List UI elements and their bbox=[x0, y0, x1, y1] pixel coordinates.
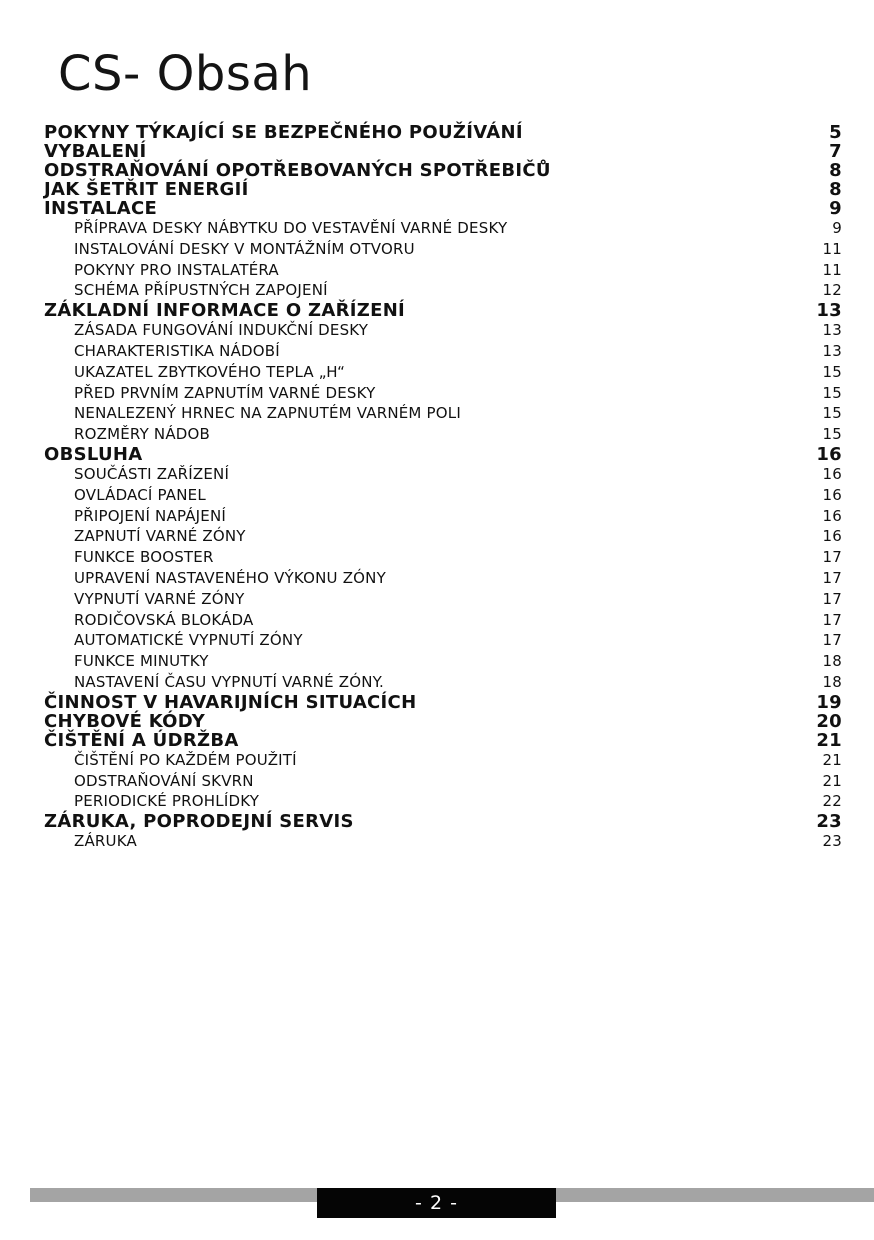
toc-entry-label: INSTALACE bbox=[44, 198, 158, 219]
toc-subentry-label: AUTOMATICKÉ VYPNUTÍ ZÓNY bbox=[74, 631, 303, 650]
toc-subentry-page: 17 bbox=[822, 548, 842, 567]
toc-entry-label: VYBALENÍ bbox=[44, 141, 147, 162]
toc-subentry-page: 15 bbox=[822, 425, 842, 444]
toc-subentry[interactable] bbox=[44, 750, 842, 771]
toc-subentry-label: OVLÁDACÍ PANEL bbox=[74, 485, 206, 504]
toc-subentry[interactable] bbox=[44, 218, 842, 239]
toc-entry-page: 16 bbox=[816, 443, 842, 465]
toc-subentry[interactable] bbox=[44, 672, 842, 693]
toc-subentry[interactable] bbox=[44, 831, 842, 852]
toc-subentry-label: ČIŠTĚNÍ PO KAŽDÉM POUŽITÍ bbox=[74, 750, 297, 769]
toc-subentry-page: 18 bbox=[822, 672, 842, 691]
toc-subentry-page: 18 bbox=[822, 652, 842, 671]
toc-entry-label: ZÁRUKA, POPRODEJNÍ SERVIS bbox=[44, 811, 354, 833]
toc-subentry-label: NENALEZENÝ HRNEC NA ZAPNUTÉM VARNÉM POLI bbox=[74, 404, 461, 423]
toc-subentry-label: ODSTRAŇOVÁNÍ SKVRN bbox=[74, 771, 254, 790]
toc-entry[interactable] bbox=[44, 693, 842, 712]
toc-entry-page: 13 bbox=[816, 300, 842, 322]
toc-subentry[interactable] bbox=[44, 791, 842, 812]
toc-entry-page: 8 bbox=[829, 160, 842, 181]
toc-subentry[interactable] bbox=[44, 320, 842, 341]
toc-subentry[interactable] bbox=[44, 526, 842, 547]
toc-subentry-label: PERIODICKÉ PROHLÍDKY bbox=[74, 792, 260, 811]
toc-subentry[interactable] bbox=[44, 403, 842, 424]
toc-subentry-label: NASTAVENÍ ČASU VYPNUTÍ VARNÉ ZÓNY. bbox=[74, 672, 384, 691]
toc-subentry-page: 16 bbox=[822, 485, 842, 504]
toc-subentry-page: 11 bbox=[822, 239, 842, 258]
toc-subentry[interactable] bbox=[44, 771, 842, 792]
toc-subentry[interactable] bbox=[44, 260, 842, 281]
toc-entry-page: 23 bbox=[816, 811, 842, 833]
toc-subentry[interactable] bbox=[44, 485, 842, 506]
toc-subentry-page: 21 bbox=[822, 750, 842, 769]
toc-entry[interactable] bbox=[44, 142, 842, 161]
toc-subentry-page: 12 bbox=[822, 281, 842, 300]
toc-subentry-label: FUNKCE BOOSTER bbox=[74, 548, 214, 567]
toc-subentry-label: ZÁSADA FUNGOVÁNÍ INDUKČNÍ DESKY bbox=[74, 321, 369, 340]
toc-entry[interactable] bbox=[44, 123, 842, 142]
toc-subentry-label: VYPNUTÍ VARNÉ ZÓNY bbox=[74, 589, 245, 608]
toc-subentry[interactable] bbox=[44, 630, 842, 651]
toc-subentry-label: UPRAVENÍ NASTAVENÉHO VÝKONU ZÓNY bbox=[74, 568, 386, 587]
toc-subentry-page: 16 bbox=[822, 527, 842, 546]
toc-entry-page: 9 bbox=[829, 198, 842, 219]
toc-subentry-label: ZAPNUTÍ VARNÉ ZÓNY bbox=[74, 527, 246, 546]
toc-entry[interactable] bbox=[44, 731, 842, 750]
toc-subentry-page: 13 bbox=[822, 341, 842, 360]
toc-entry-label: ČIŠTĚNÍ A ÚDRŽBA bbox=[44, 729, 239, 751]
toc-subentry[interactable] bbox=[44, 383, 842, 404]
toc-subentry-page: 16 bbox=[822, 464, 842, 483]
toc-subentry-page: 17 bbox=[822, 610, 842, 629]
toc-entry-page: 21 bbox=[816, 729, 842, 751]
toc-subentry-page: 21 bbox=[822, 771, 842, 790]
toc-subentry-label: ZÁRUKA bbox=[74, 832, 137, 851]
toc-entry[interactable] bbox=[44, 199, 842, 218]
toc-entry-label: JAK ŠETŘIT ENERGIÍ bbox=[44, 179, 249, 200]
toc-subentry[interactable] bbox=[44, 506, 842, 527]
toc-entry-label: OBSLUHA bbox=[44, 443, 143, 465]
toc-subentry[interactable] bbox=[44, 610, 842, 631]
toc-entry-page: 19 bbox=[816, 691, 842, 713]
toc-entry-label: ZÁKLADNÍ INFORMACE O ZAŘÍZENÍ bbox=[44, 300, 406, 322]
table-of-contents bbox=[44, 123, 842, 852]
toc-subentry-label: FUNKCE MINUTKY bbox=[74, 652, 209, 671]
toc-entry-label: CHYBOVÉ KÓDY bbox=[44, 710, 206, 732]
page-number: - 2 - bbox=[317, 1188, 556, 1218]
toc-subentry[interactable] bbox=[44, 651, 842, 672]
toc-subentry[interactable] bbox=[44, 280, 842, 301]
toc-subentry[interactable] bbox=[44, 341, 842, 362]
toc-entry-page: 7 bbox=[829, 141, 842, 162]
toc-entry-label: ČINNOST V HAVARIJNÍCH SITUACÍCH bbox=[44, 691, 417, 713]
toc-subentry-label: POKYNY PRO INSTALATÉRA bbox=[74, 260, 279, 279]
toc-subentry[interactable] bbox=[44, 424, 842, 445]
toc-subentry[interactable] bbox=[44, 464, 842, 485]
toc-subentry-label: SCHÉMA PŘÍPUSTNÝCH ZAPOJENÍ bbox=[74, 281, 328, 300]
toc-subentry-page: 22 bbox=[822, 792, 842, 811]
toc-subentry-label: ROZMĚRY NÁDOB bbox=[74, 425, 211, 444]
toc-subentry-page: 17 bbox=[822, 631, 842, 650]
toc-subentry-page: 15 bbox=[822, 362, 842, 381]
toc-subentry-label: PŘÍPRAVA DESKY NÁBYTKU DO VESTAVĚNÍ VARNÉ DESKY bbox=[74, 219, 508, 237]
toc-entry[interactable] bbox=[44, 180, 842, 199]
toc-subentry-page: 16 bbox=[822, 506, 842, 525]
toc-subentry-page: 17 bbox=[822, 589, 842, 608]
toc-subentry-page: 9 bbox=[832, 219, 842, 237]
toc-subentry-label: PŘIPOJENÍ NAPÁJENÍ bbox=[74, 506, 227, 525]
toc-subentry[interactable] bbox=[44, 362, 842, 383]
toc-subentry[interactable] bbox=[44, 547, 842, 568]
toc-entry-page: 5 bbox=[829, 122, 842, 143]
toc-entry[interactable] bbox=[44, 445, 842, 464]
toc-subentry[interactable] bbox=[44, 589, 842, 610]
toc-subentry-page: 11 bbox=[822, 260, 842, 279]
toc-entry-page: 20 bbox=[816, 710, 842, 732]
toc-subentry-page: 23 bbox=[822, 832, 842, 851]
toc-subentry-page: 17 bbox=[822, 568, 842, 587]
toc-entry-label: POKYNY TÝKAJÍCÍ SE BEZPEČNÉHO POUŽÍVÁNÍ bbox=[44, 122, 523, 143]
toc-subentry[interactable] bbox=[44, 568, 842, 589]
toc-entry[interactable] bbox=[44, 812, 842, 831]
toc-entry[interactable] bbox=[44, 301, 842, 320]
toc-subentry-label: SOUČÁSTI ZAŘÍZENÍ bbox=[74, 464, 230, 483]
toc-subentry-page: 13 bbox=[822, 321, 842, 340]
toc-subentry-label: PŘED PRVNÍM ZAPNUTÍM VARNÉ DESKY bbox=[74, 383, 376, 402]
toc-subentry-label: RODIČOVSKÁ BLOKÁDA bbox=[74, 610, 254, 629]
toc-subentry-label: CHARAKTERISTIKA NÁDOBÍ bbox=[74, 341, 280, 360]
toc-entry-label: ODSTRAŇOVÁNÍ OPOTŘEBOVANÝCH SPOTŘEBIČŮ bbox=[44, 160, 551, 181]
toc-subentry-page: 15 bbox=[822, 383, 842, 402]
toc-entry-page: 8 bbox=[829, 179, 842, 200]
page-title: CS- Obsah bbox=[58, 46, 313, 102]
toc-subentry-label: INSTALOVÁNÍ DESKY V MONTÁŽNÍM OTVORU bbox=[74, 239, 415, 258]
toc-subentry[interactable] bbox=[44, 239, 842, 260]
toc-entry[interactable] bbox=[44, 161, 842, 180]
toc-subentry-page: 15 bbox=[822, 404, 842, 423]
toc-entry[interactable] bbox=[44, 712, 842, 731]
toc-subentry-label: UKAZATEL ZBYTKOVÉHO TEPLA „H“ bbox=[74, 362, 346, 381]
